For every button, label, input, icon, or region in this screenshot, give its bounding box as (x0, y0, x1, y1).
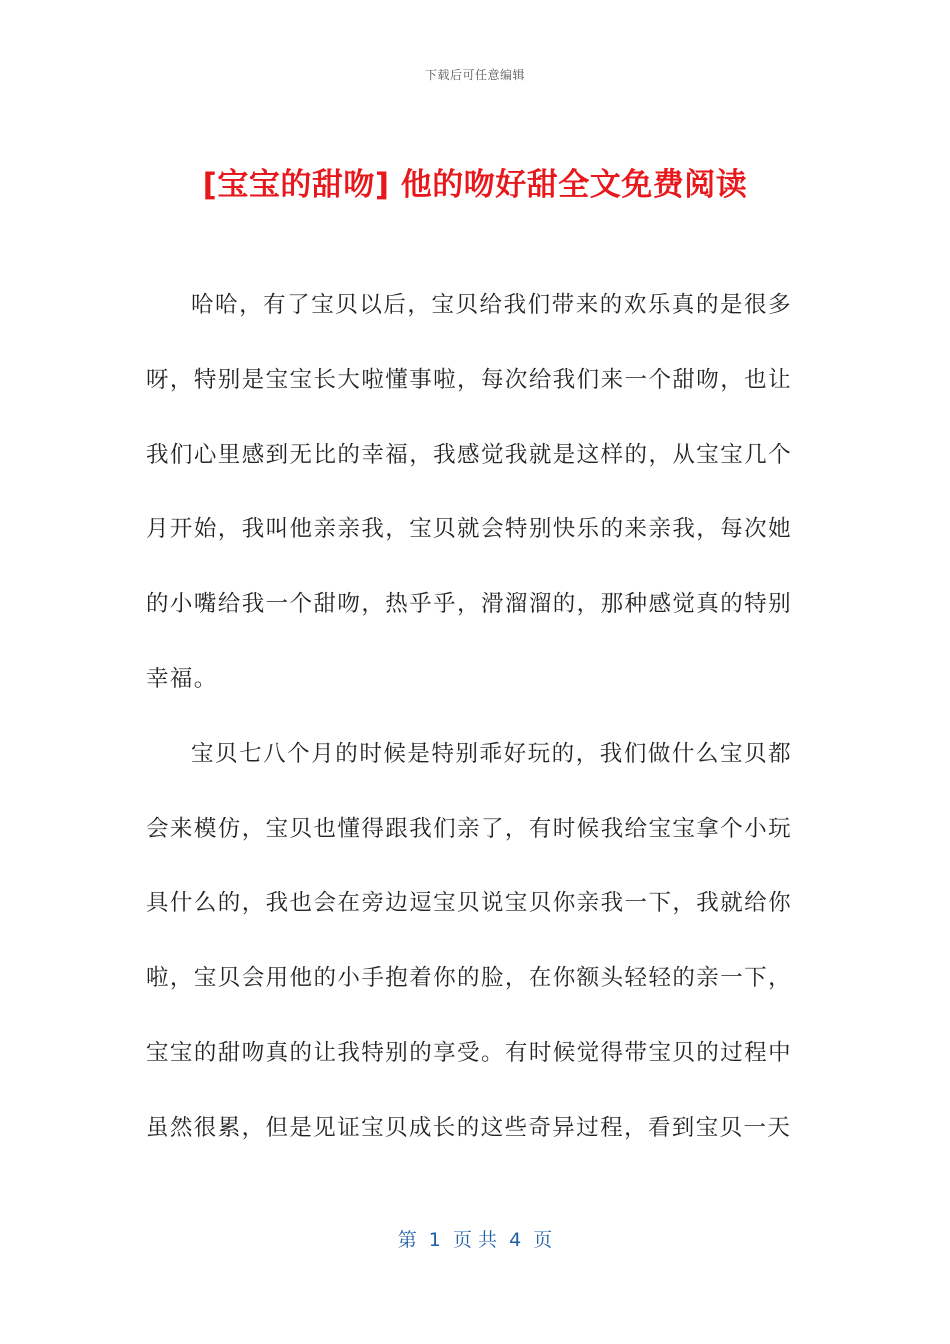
page-number-footer: 第 1 页 共 4 页 (397, 1229, 553, 1251)
header-note: 下载后可任意编辑 (424, 68, 525, 82)
paragraph: 哈哈，有了宝贝以后，宝贝给我们带来的欢乐真的是很多呀，特别是宝宝长大啦懂事啦，每次给我们来一个甜吻，也让我们心里感到无比的幸福，我感觉我就是这样的，从宝宝几个月开始，我叫他亲亲我，宝贝就会特别快乐的来亲我，每次她的小嘴给我一个甜吻，热乎乎，滑溜溜的，那种感觉真的特别幸福。 (146, 292, 792, 692)
paragraph: 宝贝七八个月的时候是特别乖好玩的，我们做什么宝贝都会来模仿，宝贝也懂得跟我们亲了，有时候我给宝宝拿个小玩具什么的，我也会在旁边逗宝贝说宝贝你亲我一下，我就给你啦，宝贝会用他的小手抱着你的脸，在你额头轻轻的亲一下，宝宝的甜吻真的让我特别的享受。有时候觉得带宝贝的过程中虽然很累，但是见证宝贝成长的这些奇异过程，看到宝贝一天 (146, 740, 792, 1141)
document-body (146, 268, 792, 1166)
document-title: [宝宝的甜吻] 他的吻好甜全文免费阅读 (202, 166, 748, 203)
